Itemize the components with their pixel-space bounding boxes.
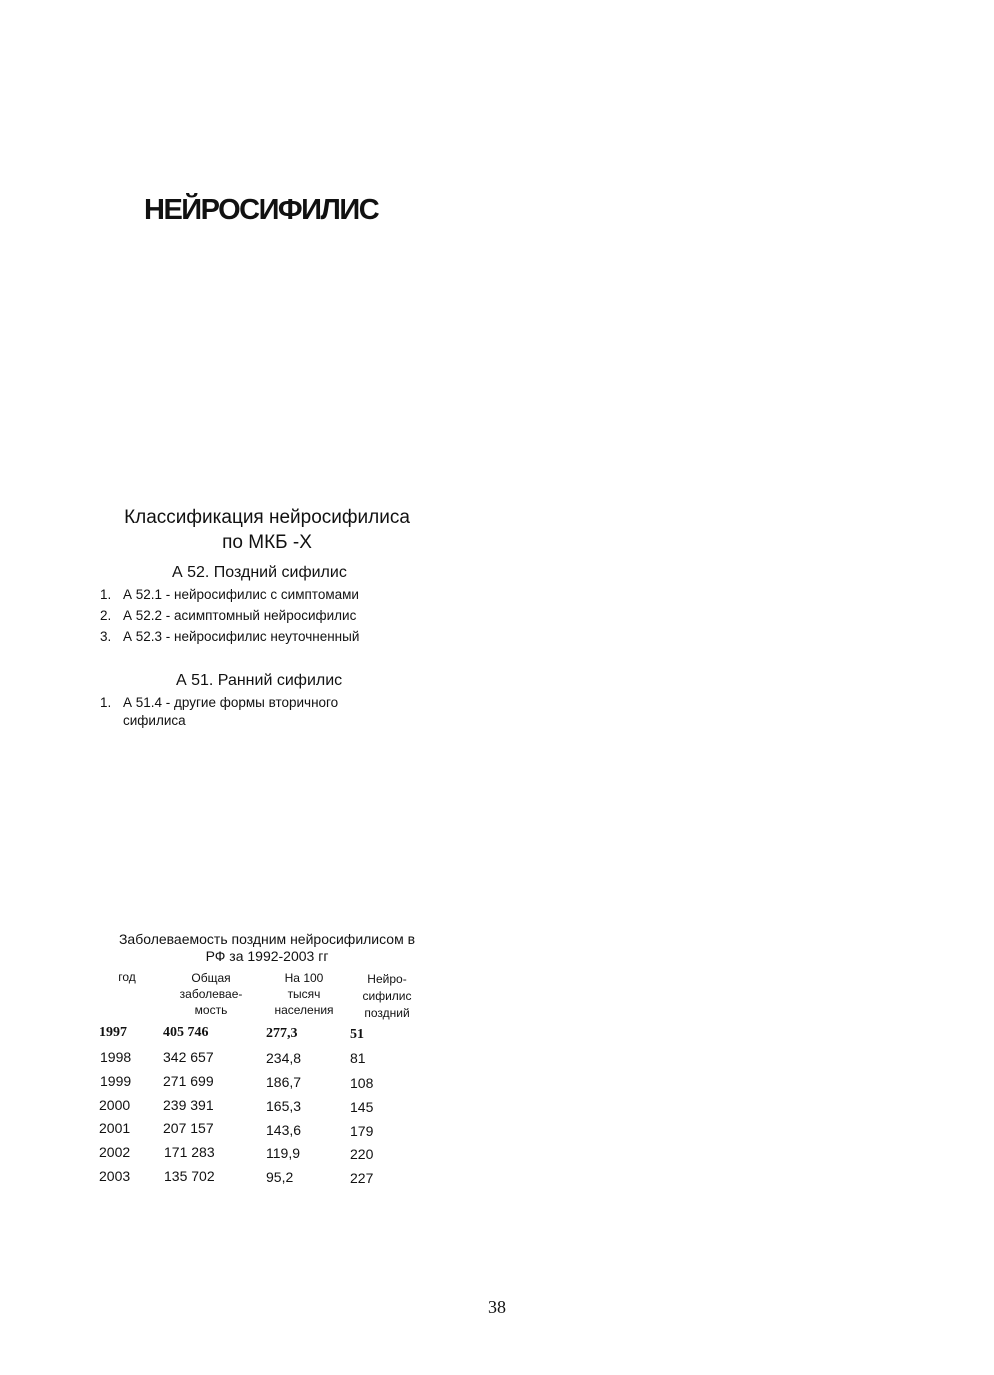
cell-year: 2001: [99, 1120, 131, 1136]
column-header-total: Общая заболевае- мость: [179, 971, 243, 1017]
column-header-year: год: [118, 970, 136, 984]
cell-late: 108: [350, 1075, 374, 1091]
list-item-text-continuation: сифилиса: [123, 713, 186, 728]
cell-total: 171 283: [164, 1144, 215, 1160]
cell-total: 342 657: [163, 1049, 214, 1065]
cell-year: 2003: [99, 1168, 131, 1184]
classification-title-line2: по МКБ -X: [222, 532, 312, 553]
cell-total: 405 746: [163, 1025, 209, 1040]
cell-late: 145: [350, 1099, 374, 1115]
cell-year: 2002: [99, 1144, 131, 1160]
cell-late: 51: [350, 1027, 364, 1042]
list-item-number: 2.: [100, 608, 112, 623]
list-item-number: 3.: [100, 629, 112, 644]
page-number: 38: [488, 1297, 506, 1317]
column-header-late-neurosyphilis: Нейро- сифилис поздний: [362, 972, 412, 1020]
list-item-number: 1.: [100, 695, 112, 710]
column-header-per-100k: На 100 тысяч населения: [274, 971, 334, 1017]
list-item-text: А 52.1 - нейросифилис с симптомами: [123, 587, 359, 602]
cell-per-100k: 186,7: [266, 1074, 302, 1090]
cell-year: 1997: [99, 1025, 127, 1040]
cell-late: 220: [350, 1146, 374, 1162]
cell-per-100k: 165,3: [266, 1098, 302, 1114]
cell-late: 179: [350, 1123, 374, 1139]
table-caption-line1: Заболеваемость поздним нейросифилисом в: [118, 931, 416, 947]
cell-year: 1999: [100, 1073, 132, 1089]
cell-total: 271 699: [163, 1073, 214, 1089]
cell-per-100k: 234,8: [266, 1050, 302, 1066]
cell-year: 2000: [99, 1097, 131, 1113]
classification-title: Классификация нейросифилиса: [124, 507, 410, 528]
table-caption: [100, 931, 434, 965]
list-item-number: 1.: [100, 587, 112, 602]
cell-total: 239 391: [163, 1097, 214, 1113]
cell-total: 135 702: [164, 1168, 215, 1184]
page-title: НЕЙРОСИФИЛИС: [144, 194, 379, 226]
cell-late: 227: [350, 1170, 374, 1186]
list-item-text: А 52.3 - нейросифилис неуточненный: [123, 629, 360, 644]
cell-per-100k: 119,9: [266, 1145, 300, 1161]
cell-year: 1998: [100, 1049, 132, 1065]
list-item-text: А 51.4 - другие формы вторичного: [123, 695, 339, 710]
group-heading-late-syphilis: А 52. Поздний сифилис: [172, 564, 347, 581]
cell-per-100k: 95,2: [266, 1169, 294, 1185]
cell-per-100k: 277,3: [266, 1026, 298, 1041]
cell-total: 207 157: [163, 1120, 214, 1136]
cell-late: 81: [350, 1050, 366, 1066]
table-caption-line2: РФ за 1992-2003 гг: [205, 948, 329, 964]
list-item-text: А 52.2 - асимптомный нейросифилис: [123, 608, 357, 623]
group-heading-early-syphilis: А 51. Ранний сифилис: [176, 672, 343, 689]
cell-per-100k: 143,6: [266, 1122, 302, 1138]
